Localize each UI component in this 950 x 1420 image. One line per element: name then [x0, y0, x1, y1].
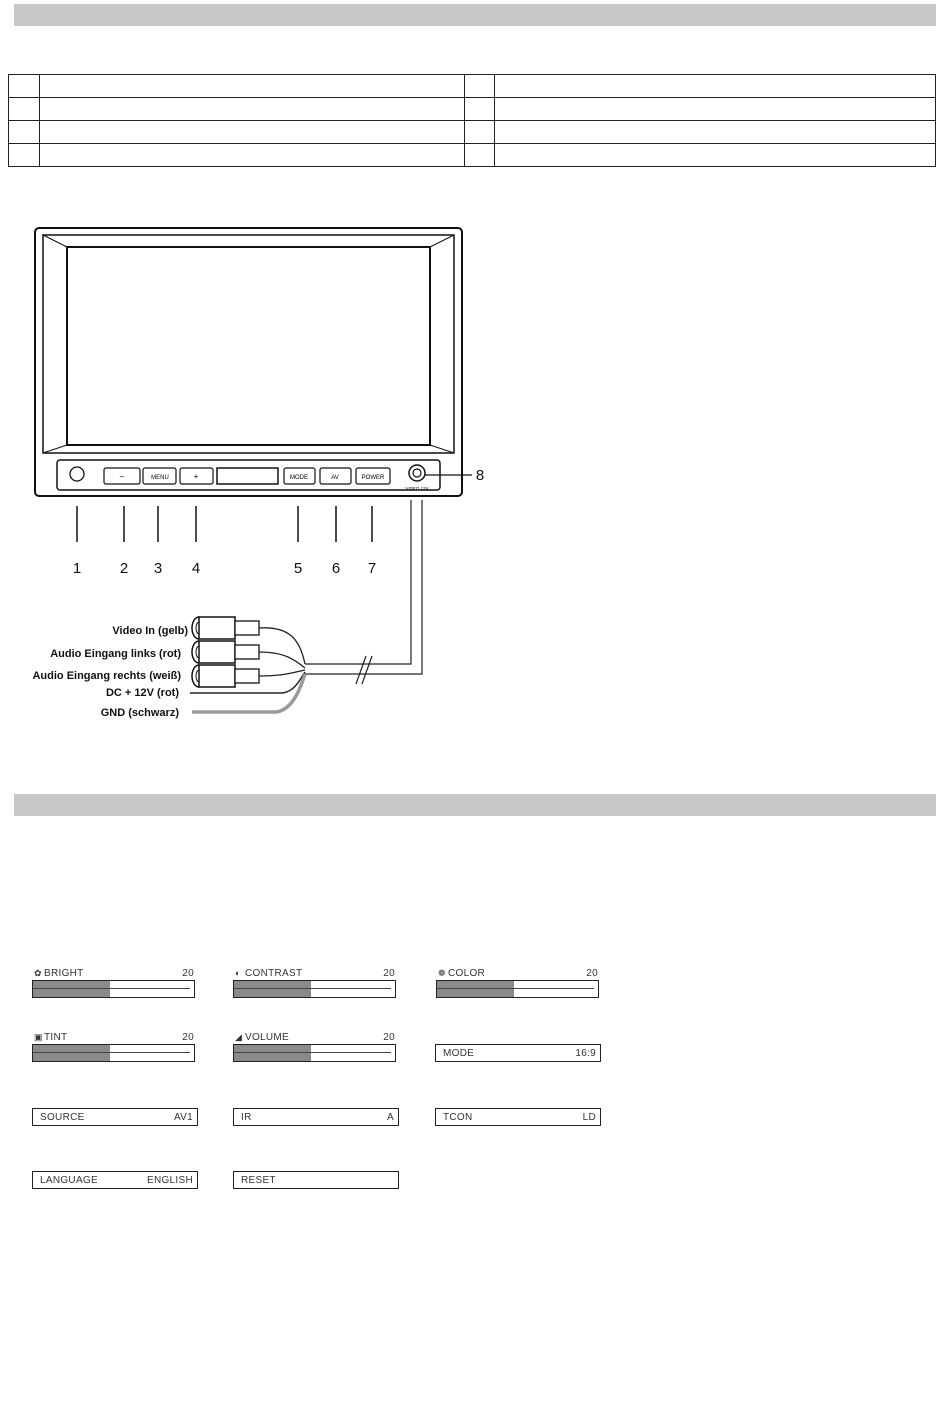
level-bar: [436, 980, 599, 998]
callout-3: 3: [153, 560, 163, 577]
cable-label-dc: DC + 12V (rot): [105, 687, 179, 699]
contrast-icon: ◐: [235, 967, 241, 978]
av-button-label: AV: [331, 475, 339, 481]
cable-label-video: Video In (gelb): [112, 625, 188, 637]
tint-icon: ▣: [34, 1031, 43, 1042]
minus-button-label: –: [119, 472, 125, 481]
osd-value: 16:9: [575, 1047, 596, 1059]
osd-label: MODE: [443, 1047, 475, 1059]
display-window: [217, 468, 278, 484]
osd-value: AV1: [173, 1111, 193, 1123]
osd-label: TCON: [443, 1111, 473, 1123]
osd-label: RESET: [241, 1174, 276, 1186]
power-button[interactable]: [356, 468, 390, 484]
callout-6: 6: [331, 560, 341, 577]
callout-5: 5: [293, 560, 303, 577]
osd-label: VOLUME: [245, 1031, 290, 1043]
osd-label: COLOR: [448, 967, 486, 979]
osd-label: CONTRAST: [245, 967, 303, 979]
cable-label-audio-left: Audio Eingang links (rot): [50, 648, 181, 660]
osd-label: BRIGHT: [44, 967, 84, 979]
level-bar: [32, 1044, 195, 1062]
plus-button[interactable]: [180, 468, 213, 484]
cable-label-audio-right: Audio Eingang rechts (weiß): [32, 670, 181, 682]
ir-sensor-icon: [70, 467, 84, 481]
level-bar: [233, 980, 396, 998]
cable-label-gnd: GND (schwarz): [100, 707, 179, 719]
rca-connector-audio-left: [192, 641, 305, 668]
plus-button-label: +: [193, 472, 199, 481]
jack-label: VIDEO 12V: [405, 486, 429, 491]
section-header-bar: [14, 794, 936, 816]
osd-label: TINT: [44, 1031, 68, 1043]
menu-button-label: MENU: [151, 475, 169, 481]
osd-value: 20: [586, 967, 598, 979]
osd-value: LD: [582, 1111, 596, 1123]
monitor-screen: [67, 247, 430, 445]
minus-button[interactable]: [104, 468, 140, 484]
osd-label: SOURCE: [40, 1111, 85, 1123]
power-button-label: POWER: [361, 475, 385, 481]
mode-button[interactable]: [284, 468, 315, 484]
osd-value: ENGLISH: [146, 1174, 193, 1186]
osd-label: IR: [241, 1111, 252, 1123]
volume-icon: ◢: [235, 1031, 243, 1042]
osd-value: 20: [182, 1031, 194, 1043]
osd-value: A: [387, 1111, 394, 1123]
osd-value: 20: [182, 967, 194, 979]
color-icon: ❁: [438, 967, 446, 978]
callout-7: 7: [367, 560, 377, 577]
callout-1: 1: [72, 560, 82, 577]
callout-8: 8: [475, 467, 485, 484]
osd-label: LANGUAGE: [40, 1174, 98, 1186]
level-bar: [233, 1044, 396, 1062]
rca-connector-audio-right: [192, 665, 305, 687]
callout-2: 2: [119, 560, 129, 577]
osd-value: 20: [383, 967, 395, 979]
menu-button[interactable]: [143, 468, 176, 484]
mode-button-label: MODE: [290, 475, 308, 481]
osd-value: 20: [383, 1031, 395, 1043]
av-button[interactable]: [320, 468, 351, 484]
sun-icon: ✿: [34, 967, 42, 978]
callout-4: 4: [191, 560, 201, 577]
level-bar: [32, 980, 195, 998]
